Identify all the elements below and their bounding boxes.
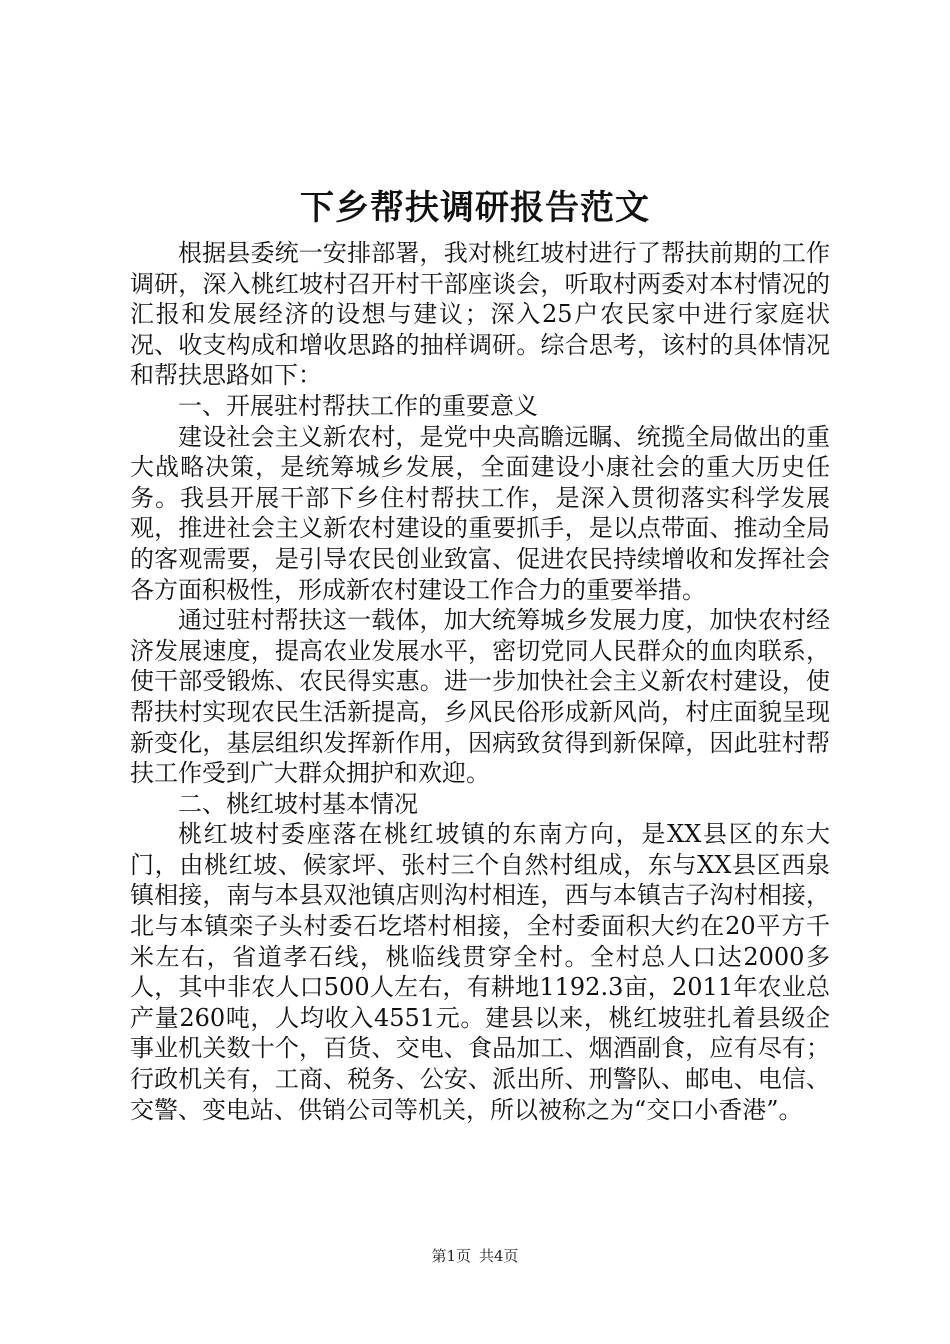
body-paragraph: 通过驻村帮扶这一载体，加大统筹城乡发展力度，加快农村经济发展速度，提高农业发展水平，密切党同人民群众的血肉联系，使干部受锻炼、农民得实惠。进一步加快社会主义新农村建设，使帮扶村实现农民生活新提高，乡风民俗形成新风尚，村庄面貌呈现新变化，基层组织发挥新作用，因病致贫得到新保障，因此驻村帮扶工作受到广大群众拥护和欢迎。 [130,606,830,788]
document-title: 下乡帮扶调研报告范文 [300,188,650,228]
section-heading-1: 一、开展驻村帮扶工作的重要意义 [178,391,538,420]
section-heading-2: 二、桃红坡村基本情况 [178,789,418,818]
page-footer [0,1246,950,1266]
body-paragraph: 桃红坡村委座落在桃红坡镇的东南方向，是XX县区的东大门，由桃红坡、候家坪、张村三个自然村组成，东与XX县区西泉镇相接，南与本县双池镇店则沟村相连，西与本镇吉子沟村相接，北与本镇栾子头村委石圪塔村相接，全村委面积大约在20平方千米左右，省道孝石线，桃临线贯穿全村。全村总人口达2000多人，其中非农人口500人左右，有耕地1192.3亩，2011年农业总产量260吨，人均收入4551元。建县以来，桃红坡驻扎着县级企事业机关数十个，百货、交电、食品加工、烟酒副食，应有尽有；行政机关有，工商、税务、公安、派出所、刑警队、邮电、电信、交警、变电站、供销公司等机关，所以被称之为“交口小香港”。 [130,820,830,1124]
body-paragraph: 建设社会主义新农村，是党中央高瞻远瞩、统揽全局做出的重大战略决策，是统筹城乡发展，全面建设小康社会的重大历史任务。我县开展干部下乡住村帮扶工作，是深入贯彻落实科学发展观，推进社会主义新农村建设的重要抓手，是以点带面、推动全局的客观需要，是引导农民创业致富、促进农民持续增收和发挥社会各方面积极性，形成新农村建设工作合力的重要举措。 [130,422,830,604]
page-total: 共4页 [479,1247,519,1265]
intro-paragraph: 根据县委统一安排部署，我对桃红坡村进行了帮扶前期的工作调研，深入桃红坡村召开村干部座谈会，听取村两委对本村情况的汇报和发展经济的设想与建议；深入25户农民家中进行家庭状况、收支构成和增收思路的抽样调研。综合思考，该村的具体情况和帮扶思路如下： [130,239,830,390]
document-body [130,238,830,1125]
page-number: 第1页 [431,1247,471,1265]
